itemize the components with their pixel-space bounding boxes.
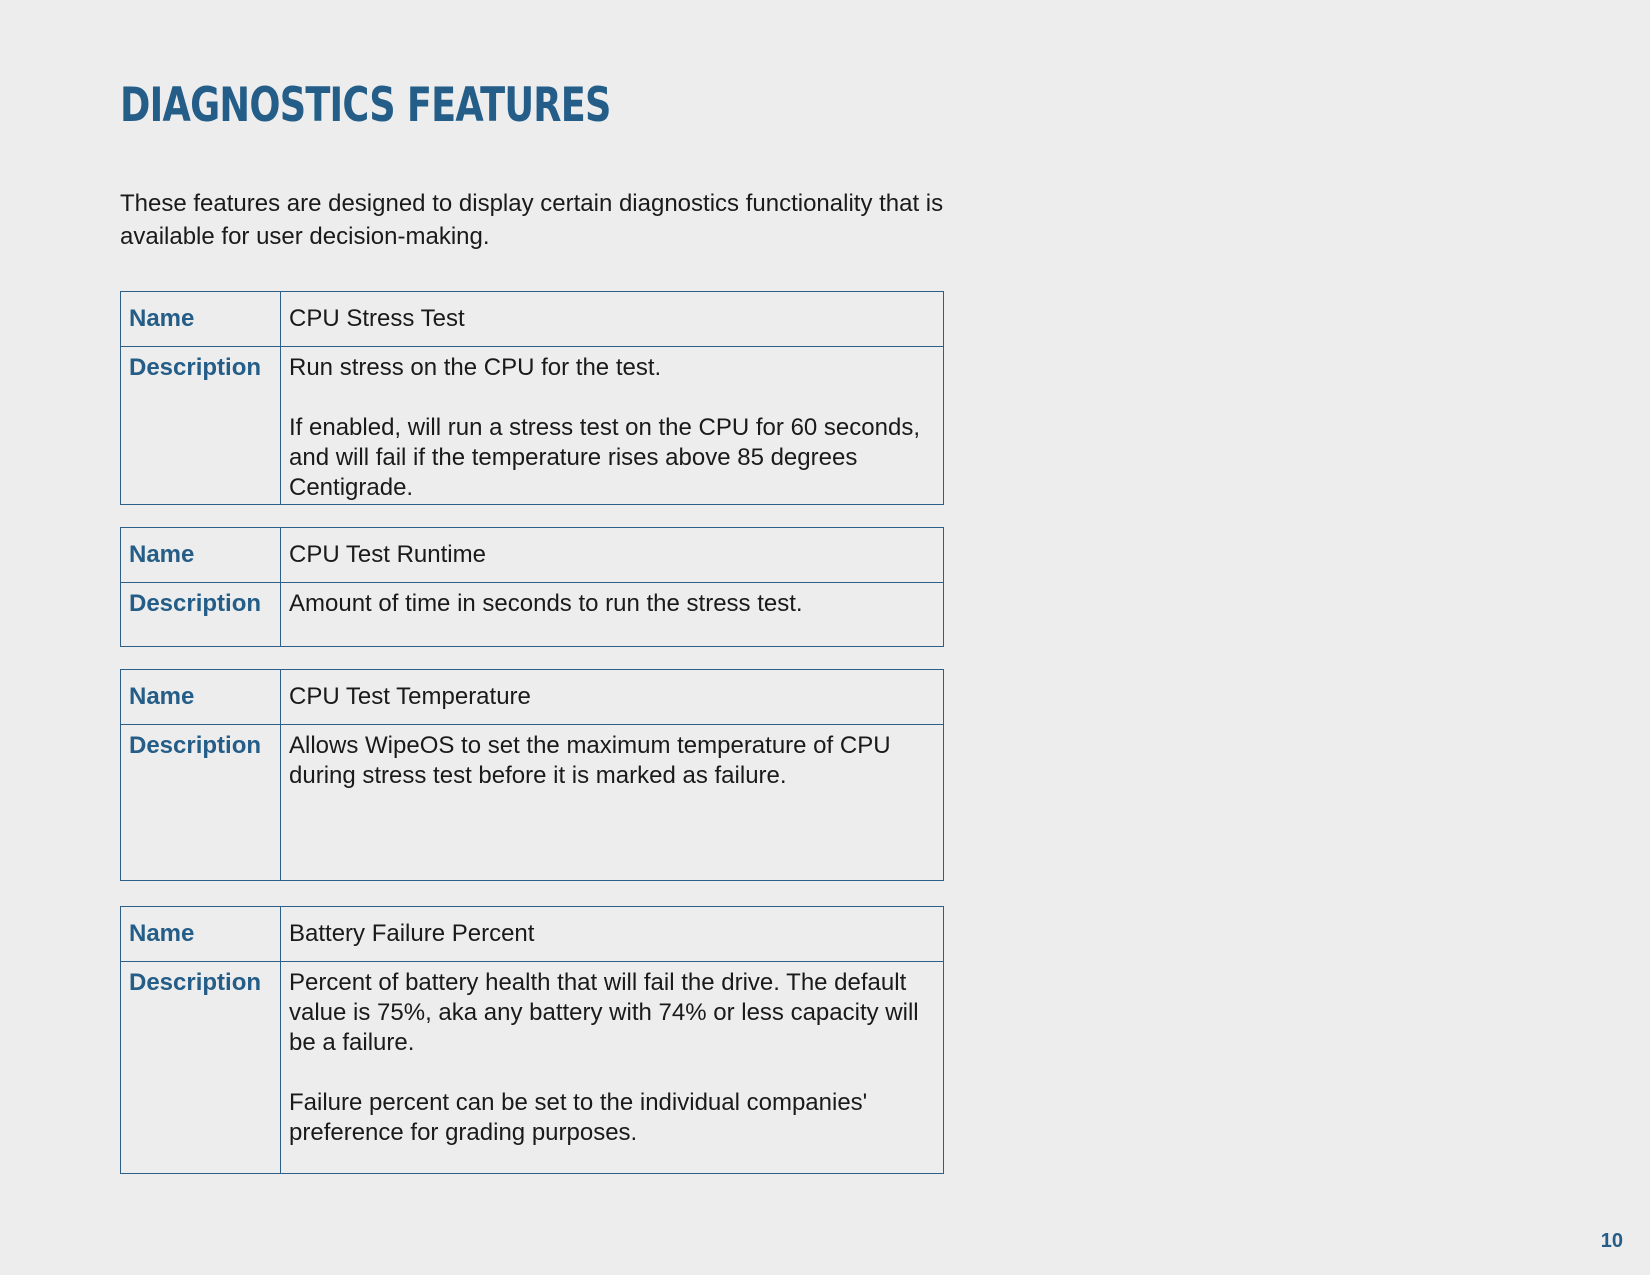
feature-table-cpu-test-temperature: [120, 669, 944, 881]
feature-description: [281, 583, 944, 647]
name-label: Name: [121, 528, 281, 583]
table-row: [121, 292, 944, 347]
feature-table-cpu-test-runtime: [120, 527, 944, 647]
feature-table-battery-failure-percent: [120, 906, 944, 1174]
name-label: Name: [121, 907, 281, 962]
intro-paragraph: These features are designed to display certain diagnostics functionality that is available for user decision-making.: [120, 190, 944, 250]
feature-name: CPU Test Runtime: [281, 528, 944, 583]
table-row: [121, 670, 944, 725]
feature-description: [281, 347, 944, 505]
feature-description: [281, 962, 944, 1174]
description-paragraph: Allows WipeOS to set the maximum temperature of CPU during stress test before it is marked as failure.: [289, 732, 891, 789]
description-label: Description: [121, 583, 281, 647]
page-number: 10: [1600, 1230, 1623, 1252]
name-label: Name: [121, 292, 281, 347]
table-row: [121, 347, 944, 505]
table-row: [121, 907, 944, 962]
feature-name: Battery Failure Percent: [281, 907, 944, 962]
table-row: [121, 725, 944, 881]
feature-table-cpu-stress-test: [120, 291, 944, 505]
feature-description: [281, 725, 944, 881]
table-row: [121, 583, 944, 647]
table-row: [121, 528, 944, 583]
description-paragraph: Failure percent can be set to the individual companies' preference for grading purposes.: [289, 1089, 868, 1146]
table-row: [121, 962, 944, 1174]
name-label: Name: [121, 670, 281, 725]
description-paragraph: Amount of time in seconds to run the stress test.: [289, 590, 803, 617]
description-label: Description: [121, 347, 281, 505]
feature-name: CPU Test Temperature: [281, 670, 944, 725]
feature-name: CPU Stress Test: [281, 292, 944, 347]
description-paragraph: Percent of battery health that will fail the drive. The default value is 75%, aka any battery with 74% or less capacity will be a failure.: [289, 969, 919, 1056]
page-title: DIAGNOSTICS FEATURES: [120, 78, 611, 133]
description-paragraph: If enabled, will run a stress test on the CPU for 60 seconds, and will fail if the temperature rises above 85 degrees Centigrade.: [289, 414, 920, 501]
description-label: Description: [121, 725, 281, 881]
description-paragraph: Run stress on the CPU for the test.: [289, 354, 662, 381]
description-label: Description: [121, 962, 281, 1174]
